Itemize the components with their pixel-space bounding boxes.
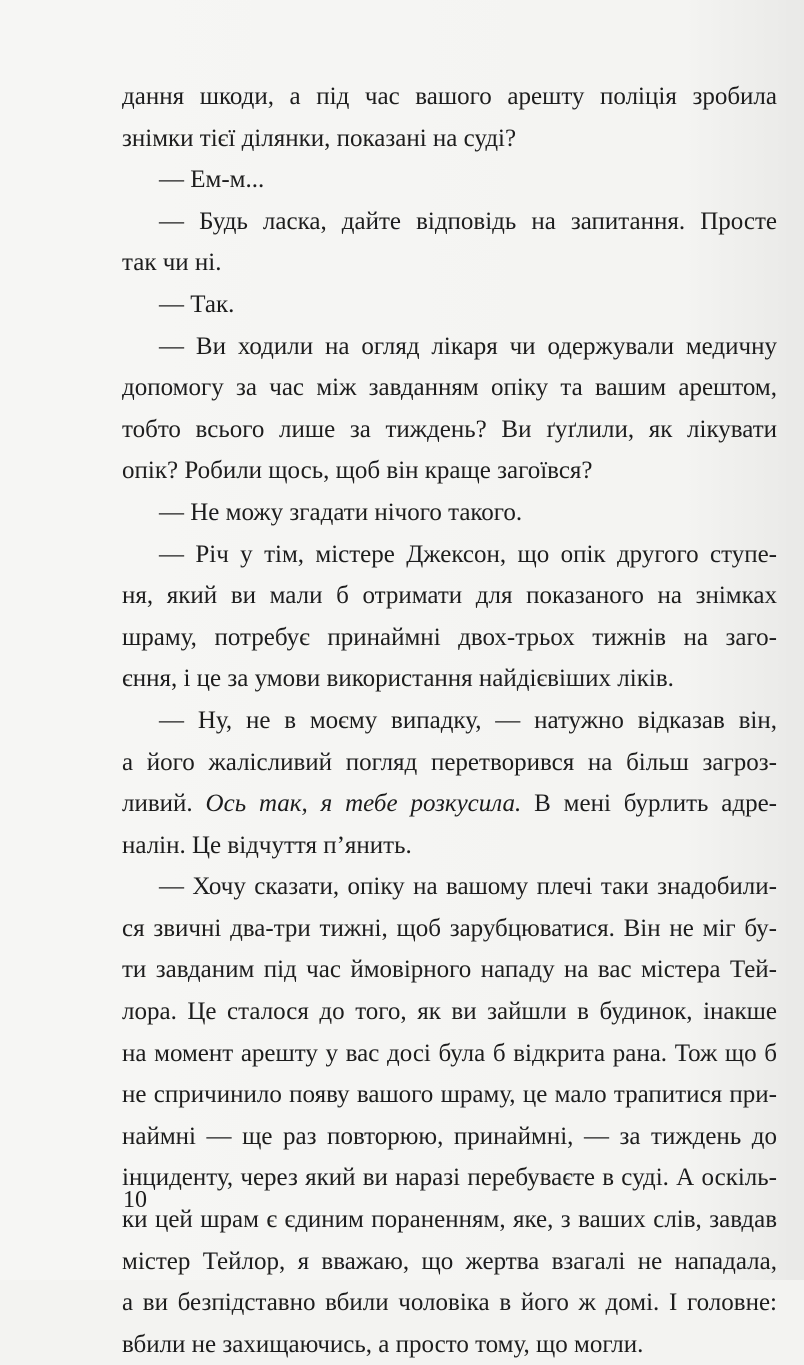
text-line: допомогу за час між завданням опіку та вашим арештом, xyxy=(122,374,777,402)
italic-thought: Ось так, я тебе розкусила. xyxy=(205,790,522,818)
text-line: — Ви ходили на огляд лікаря чи одержували медичну xyxy=(159,332,777,360)
text-line: налін. Це відчуття п’янить. xyxy=(122,831,412,859)
text-line: — Ем-м... xyxy=(159,166,265,194)
text-line: — Ну, не в моєму випадку, — натужно відказав він, xyxy=(159,706,777,734)
text-line: не спричинило появу вашого шраму, це мало трапитися при- xyxy=(122,1081,777,1109)
text-line: дання шкоди, а під час вашого арешту поліція зробила xyxy=(122,83,777,110)
text-line: знімки тієї ділянки, показані на суді? xyxy=(122,124,517,152)
text-line: шраму, потребує принаймні двох-трьох тижнів на заго- xyxy=(122,623,777,651)
text-line: інциденту, через який ви наразі перебуваєте в суді. А оскіль- xyxy=(122,1164,777,1192)
text-line: ня, який ви мали б отримати для показаного на знімках xyxy=(122,582,777,610)
text-line: тобто всього лише за тиждень? Ви ґуґлили, як лікувати xyxy=(122,415,777,443)
text-line: а ви безпідставно вбили чоловіка в його ж домі. І головне: xyxy=(122,1289,777,1317)
text-line: — Так. xyxy=(159,290,235,318)
text-line: на момент арешту у вас досі була б відкрита рана. Тож що б xyxy=(122,1039,777,1067)
page-body-text xyxy=(122,76,777,1365)
text-segment: ливий. xyxy=(122,790,206,818)
page-number: 10 xyxy=(123,1187,147,1213)
text-line: а його жалісливий погляд перетворився на більш загроз- xyxy=(122,748,777,776)
text-line: — Хочу сказати, опіку на вашому плечі таки знадобили- xyxy=(159,873,777,901)
text-line: ся звичні два-три тижні, щоб зарубцюватися. Він не міг бу- xyxy=(122,914,777,942)
text-line: ки цей шрам є єдиним пораненням, яке, з ваших слів, завдав xyxy=(122,1206,777,1234)
text-line: — Будь ласка, дайте відповідь на запитання. Просте xyxy=(159,207,777,235)
text-line: опік? Робили щось, щоб він краще загоївся? xyxy=(122,457,593,485)
text-line: ти завданим під час ймовірного нападу на вас містера Тей- xyxy=(122,956,777,984)
text-line: так чи ні. xyxy=(122,249,222,277)
text-line: містер Тейлор, я вважаю, що жертва взагалі не нападала, xyxy=(122,1247,777,1275)
text-line: наймні — ще раз повторюю, принаймні, — за тиждень до xyxy=(122,1122,777,1150)
text-line: вбили не захищаючись, а просто тому, що могли. xyxy=(122,1330,644,1358)
text-segment: В мені бурлить адре- xyxy=(521,790,778,818)
text-line: — Не можу згадати нічого такого. xyxy=(159,498,523,526)
text-line xyxy=(122,783,777,825)
text-line: лора. Це сталося до того, як ви зайшли в будинок, інакше xyxy=(122,998,777,1026)
text-line: — Річ у тім, містере Джексон, що опік другого ступе- xyxy=(159,540,777,568)
text-line: єння, і це за умови використання найдієвіших ліків. xyxy=(122,665,674,693)
